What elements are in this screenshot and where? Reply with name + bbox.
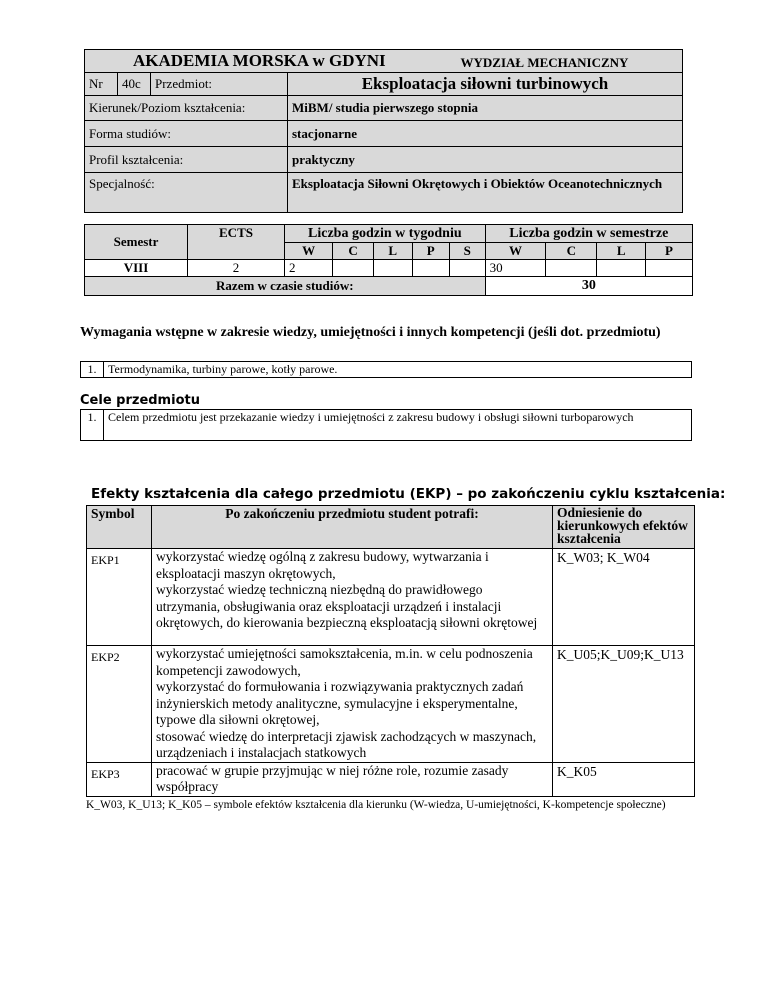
ects-header: ECTS <box>188 225 285 260</box>
weekly-col-w: W <box>285 243 333 260</box>
hours-table <box>84 224 693 296</box>
semester-col-p: P <box>646 243 693 260</box>
col-ref-label: Odniesienie do kierunkowych efektów kształcenia <box>557 505 688 546</box>
weekly-col-p: P <box>412 243 449 260</box>
semester-p-value <box>646 260 693 277</box>
semester-w-value: 30 <box>485 260 546 277</box>
outcome-symbol: EKP2 <box>87 646 152 763</box>
semestr-header: Semestr <box>85 225 188 260</box>
outcome-ref: K_U05;K_U09;K_U13 <box>553 646 695 763</box>
semester-col-l: L <box>597 243 646 260</box>
semester-col-w: W <box>485 243 546 260</box>
weekly-col-l: L <box>373 243 412 260</box>
outcome-desc: wykorzystać wiedzę ogólną z zakresu budowy, wytwarzania i eksploatacji maszyn okrętowych, wykorzystać wiedzę techniczną niezbędną do prawidłowego utrzymania, obsługiwania oraz eksploatacji urządzeń i instalacji okrętowych, do kierowania bezpieczną eksploatacją siłowni okrętowej <box>152 549 553 646</box>
ects-value: 2 <box>188 260 285 277</box>
col-symbol-label: Symbol <box>91 506 135 521</box>
weekly-l-value <box>373 260 412 277</box>
nr-label: Nr <box>85 73 118 96</box>
goal-num: 1. <box>81 410 104 441</box>
academy-title: AKADEMIA MORSKA w GDYNI <box>133 51 386 70</box>
semester-l-value <box>597 260 646 277</box>
goal-text: Celem przedmiotu jest przekazanie wiedzy i umiejętności z zakresu budowy i obsługi siłowni turboparowych <box>104 410 692 441</box>
weekly-hours-header: Liczba godzin w tygodniu <box>285 225 486 243</box>
weekly-c-value <box>333 260 373 277</box>
outcome-desc: pracować w grupie przyjmując w niej różne role, rozumie zasady współpracy <box>152 762 553 796</box>
total-label: Razem w czasie studiów: <box>85 277 486 296</box>
specialty-value: Eksploatacja Siłowni Okrętowych i Obiektów Oceanotechnicznych <box>288 173 683 213</box>
academy-title-cell <box>85 50 683 73</box>
total-value: 30 <box>485 277 692 296</box>
nr-value: 40c <box>118 73 151 96</box>
outcome-symbol: EKP3 <box>87 762 152 796</box>
profile-value: praktyczny <box>288 147 683 173</box>
subject-label: Przedmiot: <box>151 73 288 96</box>
field-value: MiBM/ studia pierwszego stopnia <box>288 96 683 121</box>
outcomes-title: Efekty kształcenia dla całego przedmiotu (EKP) – po zakończeniu cyklu kształcenia: <box>91 486 726 502</box>
weekly-col-c: C <box>333 243 373 260</box>
profile-label: Profil kształcenia: <box>85 147 288 173</box>
field-label: Kierunek/Poziom kształcenia: <box>85 96 288 121</box>
outcome-row <box>87 646 695 763</box>
subject-value: Eksploatacja siłowni turbinowych <box>288 73 683 96</box>
weekly-w-value: 2 <box>285 260 333 277</box>
study-form-value: stacjonarne <box>288 121 683 147</box>
semester-hours-header: Liczba godzin w semestrze <box>485 225 692 243</box>
outcomes-footnote: K_W03, K_U13; K_K05 – symbole efektów kształcenia dla kierunku (W-wiedza, U-umiejętności, K-kompetencje społeczne) <box>86 799 666 811</box>
semester-col-c: C <box>546 243 597 260</box>
semester-c-value <box>546 260 597 277</box>
weekly-s-value <box>449 260 485 277</box>
requirement-text: Termodynamika, turbiny parowe, kotły parowe. <box>104 362 692 378</box>
specialty-label: Specjalność: <box>85 173 288 213</box>
outcome-ref: K_W03; K_W04 <box>553 549 695 646</box>
requirements-title: Wymagania wstępne w zakresie wiedzy, umiejętności i innych kompetencji (jeśli dot. przedmiotu) <box>80 325 661 340</box>
weekly-col-s: S <box>449 243 485 260</box>
outcome-desc: wykorzystać umiejętności samokształcenia, m.in. w celu podnoszenia kompetencji zawodowych, wykorzystać do formułowania i rozwiązywania praktycznych zadań inżynierskich metody analityczne, symulacyjne i eksperymentalne, typowe dla siłowni okrętowej, stosować wiedzę do interpretacji zjawisk zachodzących w maszynach, urządzeniach i instalacjach statkowych <box>152 646 553 763</box>
faculty-title: WYDZIAŁ MECHANICZNY <box>460 54 629 70</box>
course-header-table <box>84 49 683 213</box>
outcomes-table <box>86 505 695 797</box>
outcome-ref: K_K05 <box>553 762 695 796</box>
weekly-p-value <box>412 260 449 277</box>
goals-table <box>80 409 692 441</box>
col-desc-label: Po zakończeniu przedmiotu student potrafi: <box>225 506 479 521</box>
outcome-row <box>87 762 695 796</box>
requirements-table <box>80 361 692 378</box>
semestr-value: VIII <box>85 260 188 277</box>
requirement-num: 1. <box>81 362 104 378</box>
outcome-row <box>87 549 695 646</box>
col-ref-header <box>553 506 695 549</box>
study-form-label: Forma studiów: <box>85 121 288 147</box>
col-symbol-header <box>87 506 152 549</box>
outcome-symbol: EKP1 <box>87 549 152 646</box>
col-desc-header <box>152 506 553 549</box>
goals-title: Cele przedmiotu <box>80 393 200 408</box>
